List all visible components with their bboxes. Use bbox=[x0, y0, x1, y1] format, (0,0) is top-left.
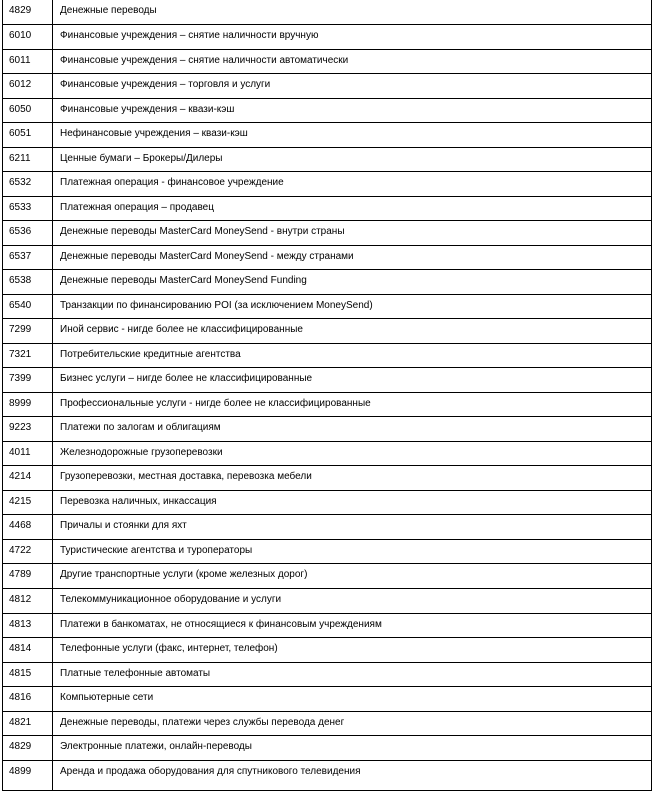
mcc-code-cell: 4812 bbox=[3, 588, 53, 613]
table-row bbox=[3, 220, 652, 245]
mcc-description-cell: Платежная операция – продавец bbox=[53, 196, 652, 220]
mcc-code-cell: 7299 bbox=[3, 318, 53, 343]
mcc-code-cell: 4814 bbox=[3, 637, 53, 662]
mcc-description-cell: Аренда и продажа оборудования для спутникового телевидения bbox=[53, 760, 652, 790]
mcc-code-cell: 4899 bbox=[3, 760, 53, 790]
mcc-description-cell: Финансовые учреждения – квази-кэш bbox=[53, 98, 652, 122]
mcc-code-cell: 4011 bbox=[3, 441, 53, 465]
mcc-code-cell: 8999 bbox=[3, 392, 53, 416]
mcc-description-cell: Телекоммуникационное оборудование и услуги bbox=[53, 588, 652, 613]
mcc-description-cell: Другие транспортные услуги (кроме железных дорог) bbox=[53, 563, 652, 588]
mcc-code-cell: 6536 bbox=[3, 220, 53, 245]
mcc-code-cell: 6538 bbox=[3, 269, 53, 294]
table-row bbox=[3, 245, 652, 269]
mcc-description-cell: Электронные платежи, онлайн-переводы bbox=[53, 735, 652, 760]
mcc-description-cell: Транзакции по финансированию POI (за исключением MoneySend) bbox=[53, 294, 652, 318]
mcc-code-cell: 4821 bbox=[3, 711, 53, 735]
mcc-description-cell: Грузоперевозки, местная доставка, перевозка мебели bbox=[53, 465, 652, 490]
mcc-code-cell: 4722 bbox=[3, 539, 53, 563]
table-row bbox=[3, 563, 652, 588]
table-row bbox=[3, 441, 652, 465]
mcc-code-cell: 4789 bbox=[3, 563, 53, 588]
mcc-description-cell: Перевозка наличных, инкассация bbox=[53, 490, 652, 514]
mcc-description-cell: Нефинансовые учреждения – квази-кэш bbox=[53, 122, 652, 147]
mcc-code-cell: 7321 bbox=[3, 343, 53, 367]
table-row bbox=[3, 122, 652, 147]
mcc-description-cell: Компьютерные сети bbox=[53, 686, 652, 711]
mcc-code-cell: 6050 bbox=[3, 98, 53, 122]
mcc-description-cell: Железнодорожные грузоперевозки bbox=[53, 441, 652, 465]
mcc-code-cell: 9223 bbox=[3, 416, 53, 441]
mcc-code-cell: 4829 bbox=[3, 0, 53, 24]
mcc-code-cell: 4815 bbox=[3, 662, 53, 686]
table-row bbox=[3, 588, 652, 613]
mcc-code-cell: 6532 bbox=[3, 171, 53, 196]
table-row bbox=[3, 318, 652, 343]
mcc-description-cell: Денежные переводы, платежи через службы перевода денег bbox=[53, 711, 652, 735]
table-row bbox=[3, 294, 652, 318]
mcc-code-cell: 4214 bbox=[3, 465, 53, 490]
table-row bbox=[3, 539, 652, 563]
mcc-table-body bbox=[3, 0, 652, 790]
mcc-code-cell: 6540 bbox=[3, 294, 53, 318]
table-row bbox=[3, 171, 652, 196]
table-row bbox=[3, 637, 652, 662]
table-row bbox=[3, 662, 652, 686]
table-row bbox=[3, 392, 652, 416]
table-row bbox=[3, 73, 652, 98]
mcc-code-cell: 6051 bbox=[3, 122, 53, 147]
mcc-description-cell: Платежи по залогам и облигациям bbox=[53, 416, 652, 441]
mcc-code-cell: 7399 bbox=[3, 367, 53, 392]
mcc-code-cell: 4468 bbox=[3, 514, 53, 539]
mcc-code-cell: 4215 bbox=[3, 490, 53, 514]
table-row bbox=[3, 760, 652, 790]
mcc-code-cell: 6211 bbox=[3, 147, 53, 171]
mcc-code-cell: 4816 bbox=[3, 686, 53, 711]
table-row bbox=[3, 196, 652, 220]
mcc-description-cell: Туристические агентства и туроператоры bbox=[53, 539, 652, 563]
table-row bbox=[3, 367, 652, 392]
table-row bbox=[3, 416, 652, 441]
mcc-code-cell: 6537 bbox=[3, 245, 53, 269]
table-row bbox=[3, 711, 652, 735]
table-row bbox=[3, 686, 652, 711]
mcc-description-cell: Профессиональные услуги - нигде более не классифицированные bbox=[53, 392, 652, 416]
table-row bbox=[3, 147, 652, 171]
mcc-description-cell: Денежные переводы MasterCard MoneySend - между странами bbox=[53, 245, 652, 269]
mcc-code-cell: 6011 bbox=[3, 49, 53, 73]
mcc-description-cell: Телефонные услуги (факс, интернет, телефон) bbox=[53, 637, 652, 662]
table-row bbox=[3, 343, 652, 367]
mcc-description-cell: Иной сервис - нигде более не классифицированные bbox=[53, 318, 652, 343]
mcc-code-cell: 6533 bbox=[3, 196, 53, 220]
mcc-code-table bbox=[2, 0, 652, 791]
table-row bbox=[3, 514, 652, 539]
table-row bbox=[3, 613, 652, 637]
table-row bbox=[3, 269, 652, 294]
mcc-description-cell: Ценные бумаги – Брокеры/Дилеры bbox=[53, 147, 652, 171]
mcc-description-cell: Денежные переводы MasterCard MoneySend - внутри страны bbox=[53, 220, 652, 245]
mcc-description-cell: Денежные переводы MasterCard MoneySend Funding bbox=[53, 269, 652, 294]
mcc-description-cell: Финансовые учреждения – снятие наличности вручную bbox=[53, 24, 652, 49]
mcc-description-cell: Платные телефонные автоматы bbox=[53, 662, 652, 686]
mcc-description-cell: Бизнес услуги – нигде более не классифицированные bbox=[53, 367, 652, 392]
mcc-description-cell: Платежи в банкоматах, не относящиеся к финансовым учреждениям bbox=[53, 613, 652, 637]
mcc-description-cell: Денежные переводы bbox=[53, 0, 652, 24]
mcc-code-cell: 4829 bbox=[3, 735, 53, 760]
mcc-description-cell: Финансовые учреждения – торговля и услуги bbox=[53, 73, 652, 98]
table-row bbox=[3, 735, 652, 760]
table-row bbox=[3, 0, 652, 24]
mcc-description-cell: Платежная операция - финансовое учреждение bbox=[53, 171, 652, 196]
table-row bbox=[3, 465, 652, 490]
mcc-code-cell: 4813 bbox=[3, 613, 53, 637]
table-row bbox=[3, 98, 652, 122]
mcc-description-cell: Финансовые учреждения – снятие наличности автоматически bbox=[53, 49, 652, 73]
mcc-code-cell: 6010 bbox=[3, 24, 53, 49]
mcc-description-cell: Причалы и стоянки для яхт bbox=[53, 514, 652, 539]
table-row bbox=[3, 490, 652, 514]
table-row bbox=[3, 24, 652, 49]
table-row bbox=[3, 49, 652, 73]
mcc-code-cell: 6012 bbox=[3, 73, 53, 98]
mcc-description-cell: Потребительские кредитные агентства bbox=[53, 343, 652, 367]
